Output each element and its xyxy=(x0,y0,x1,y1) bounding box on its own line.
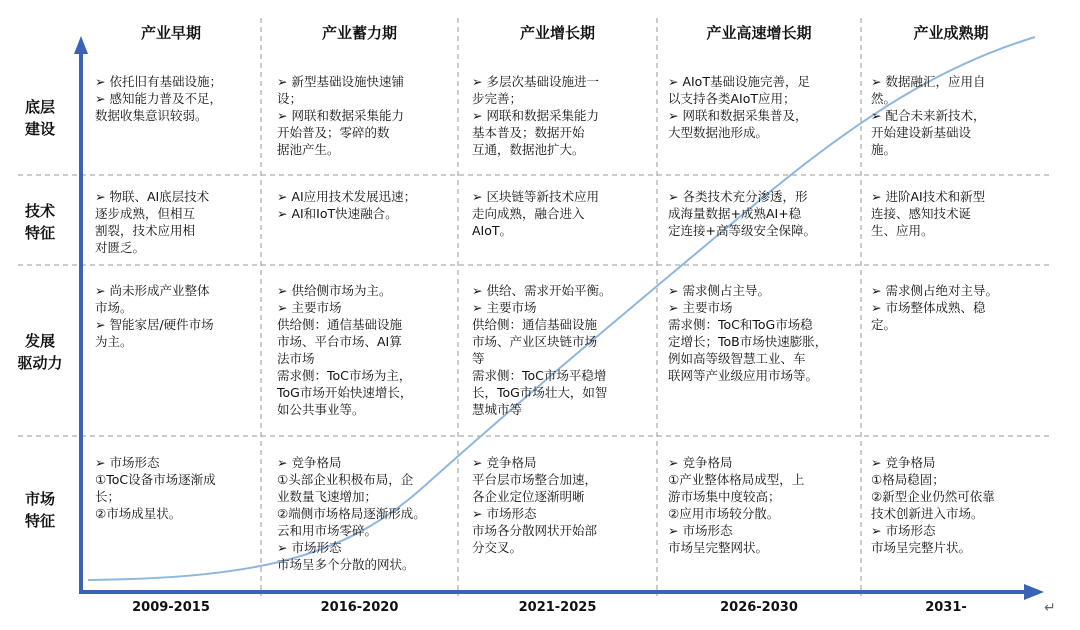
cell-tech-mature: ➢ 进阶AI技术和新型 连接、感知技术诞 生、应用。 xyxy=(871,189,986,238)
row-label-drivers: 发展 驱动力 xyxy=(17,332,63,372)
row-label-infrastructure: 底层 建设 xyxy=(24,98,55,138)
cell-infrastructure-early: ➢ 依托旧有基础设施； ➢ 感知能力普及不足， 数据收集意识较弱。 xyxy=(95,74,222,123)
cell-infrastructure-mature: ➢ 数据融汇，应用自 然。 ➢ 配合未来新技术， 开始建设新基础设 施。 xyxy=(871,74,986,157)
phase-header-growth: 产业增长期 xyxy=(519,24,595,42)
year-label-rapid-growth: 2026-2030 xyxy=(720,600,798,615)
cell-infrastructure-rapid-growth: ➢ AIoT基础设施完善，足 以支持各类AIoT应用； ➢ 网联和数据采集普及， 大型数据池形成。 xyxy=(668,74,810,140)
cell-drivers-growth: ➢ 供给、需求开始平衡。 ➢ 主要市场 供给侧：通信基础设施 市场、产业区块链市场 等 需求侧：ToC市场平稳增 长，ToG市场壮大，如智 慧城市等 xyxy=(472,283,612,417)
cell-tech-rapid-growth: ➢ 各类技术充分渗透，形 成海量数据+成熟AI+稳 定连接+高等级安全保障。 xyxy=(668,189,816,238)
cell-tech-growth: ➢ 区块链等新技术应用 走向成熟，融合进入 AIoT。 xyxy=(472,189,599,238)
row-label-tech-features: 技术 特征 xyxy=(24,202,55,242)
cell-market-accumulation: ➢ 竞争格局 ①头部企业积极布局，企 业数量飞速增加； ②端侧市场格局逐渐形成。 云和用市场零碎。 ➢ 市场形态 市场呈多个分散的网状。 xyxy=(277,455,426,572)
phase-header-rapid-growth: 产业高速增长期 xyxy=(706,24,812,42)
cell-infrastructure-accumulation: ➢ 新型基础设施快速铺 设； ➢ 网联和数据采集能力 开始普及；零碎的数 据池产生。 xyxy=(277,74,404,157)
paragraph-return-mark: ↵ xyxy=(1044,600,1056,616)
phase-header-mature: 产业成熟期 xyxy=(913,24,989,42)
phase-header-accumulation: 产业蓄力期 xyxy=(321,24,397,42)
cell-infrastructure-growth: ➢ 多层次基础设施进一 步完善； ➢ 网联和数据采集能力 基本普及；数据开始 互通，数据池扩大。 xyxy=(472,74,599,157)
cell-drivers-accumulation: ➢ 供给侧市场为主。 ➢ 主要市场 供给侧：通信基础设施 市场、平台市场、AI算 法市场 需求侧：ToC市场为主， ToG市场开始快速增长， 如公共事业等。 xyxy=(277,283,413,417)
cell-drivers-early: ➢ 尚未形成产业整体 市场。 ➢ 智能家居/硬件市场 为主。 xyxy=(95,283,214,349)
year-label-mature: 2031- xyxy=(925,600,967,615)
horizontal-axis-arrowhead xyxy=(1024,584,1044,600)
phase-header-early: 产业早期 xyxy=(140,24,201,42)
row-label-market-features: 市场 特征 xyxy=(24,490,55,530)
cell-market-rapid-growth: ➢ 竞争格局 ①产业整体格局成型，上 游市场集中度较高； ②应用市场较分散。 ➢ 市场形态 市场呈完整网状。 xyxy=(668,455,805,555)
year-label-accumulation: 2016-2020 xyxy=(320,600,399,615)
cell-drivers-mature: ➢ 需求侧占绝对主导。 ➢ 市场整体成熟、稳 定。 xyxy=(871,283,998,332)
year-label-growth: 2021-2025 xyxy=(518,600,597,615)
year-label-early: 2009-2015 xyxy=(132,600,210,615)
cell-tech-early: ➢ 物联、AI底层技术 逐步成熟，但相互 割裂，技术应用相 对匮乏。 xyxy=(95,189,210,255)
cell-drivers-rapid-growth: ➢ 需求侧占主导。 ➢ 主要市场 需求侧：ToC和ToG市场稳 定增长；ToB市场快速膨胀， 例如高等级智慧工业、车 联网等产业级应用市场等。 xyxy=(668,283,828,383)
cell-market-growth: ➢ 竞争格局 平台层市场整合加速， 各企业定位逐渐明晰 ➢ 市场形态 市场各分散网状开始部 分交叉。 xyxy=(472,455,598,555)
cell-market-early: ➢ 市场形态 ①ToC设备市场逐渐成 长； ②市场成星状。 xyxy=(95,455,216,521)
cell-tech-accumulation: ➢ AI应用技术发展迅速； ➢ AI和IoT快速融合。 xyxy=(277,189,417,221)
cell-market-mature: ➢ 竞争格局 ①格局稳固； ②新型企业仍然可依靠 技术创新进入市场。 ➢ 市场形态 市场呈完整片状。 xyxy=(871,455,995,555)
